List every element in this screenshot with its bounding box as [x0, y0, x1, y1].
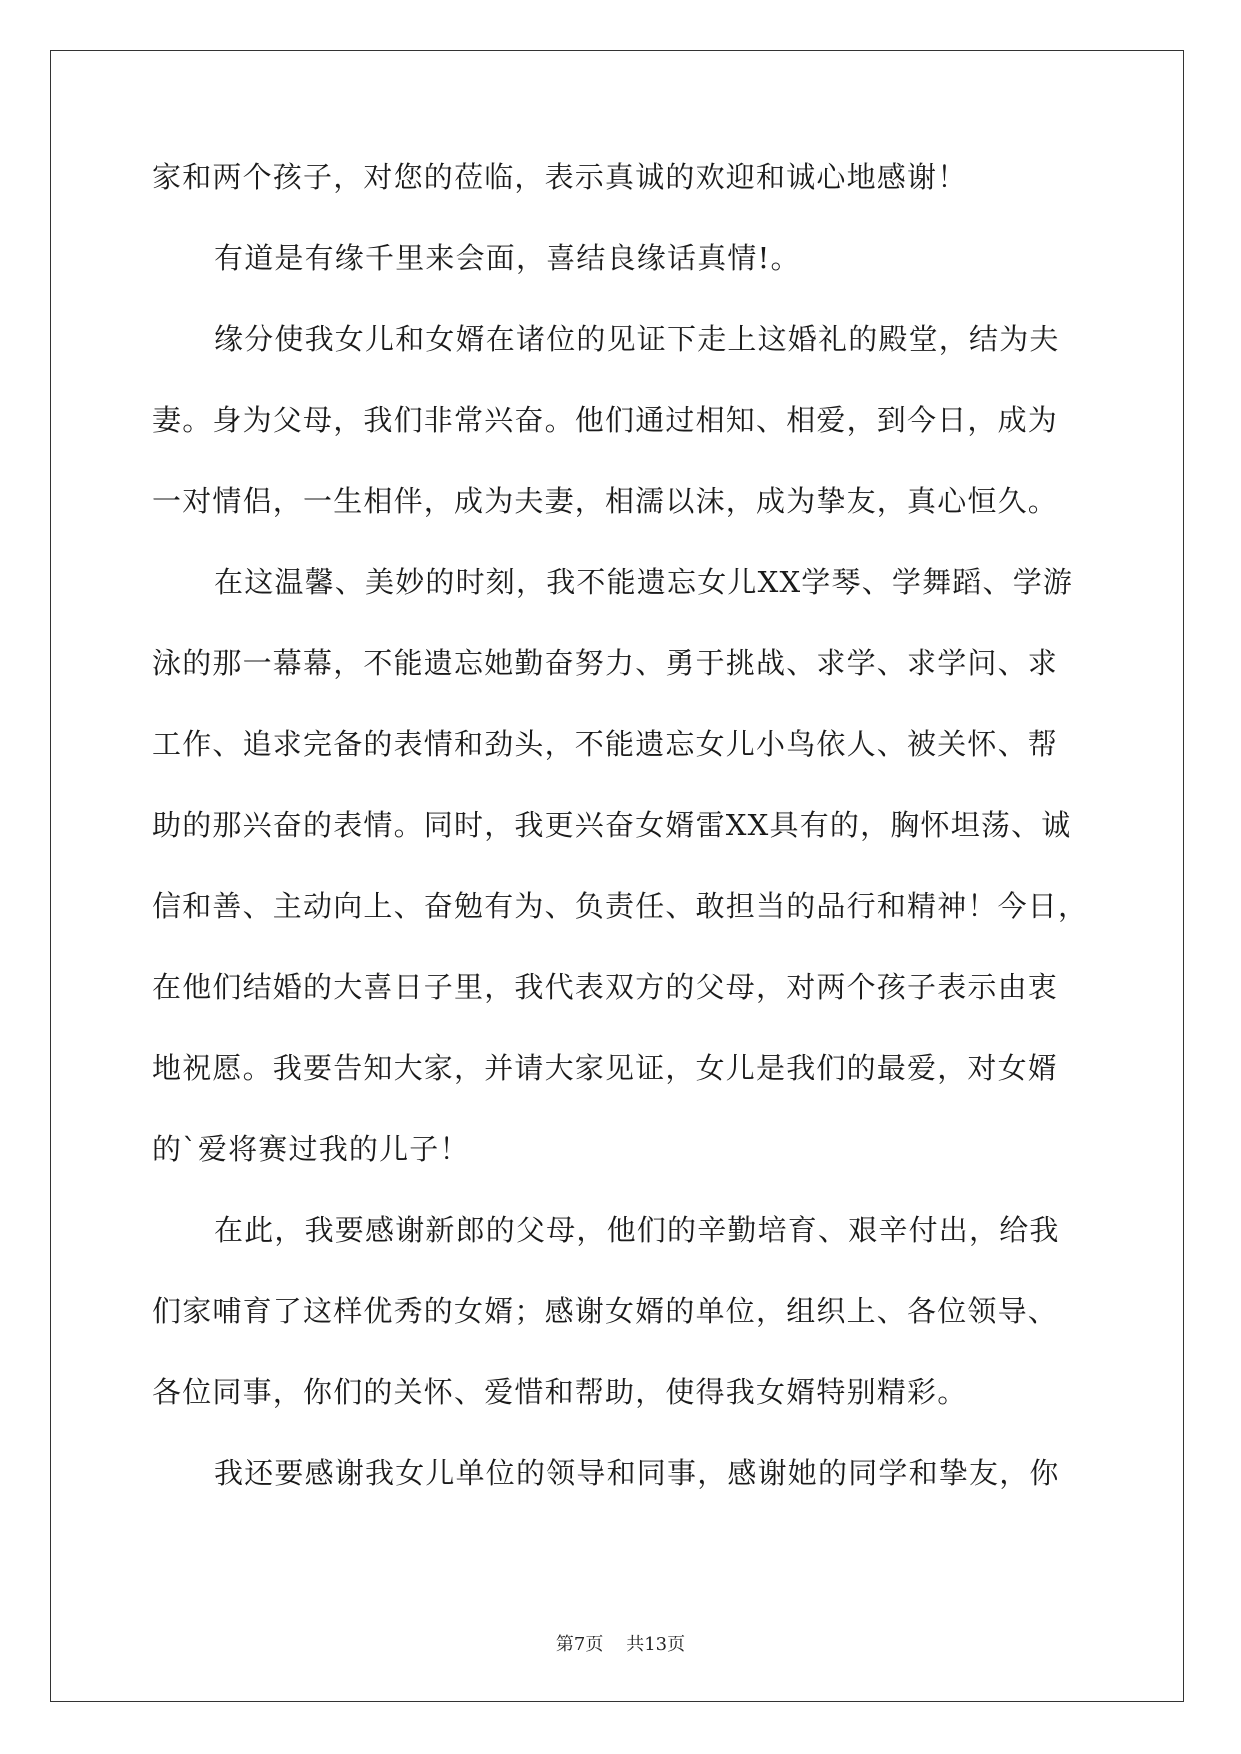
paragraph-start-line: 缘分使我女儿和女婿在诸位的见证下走上这婚礼的殿堂，结为夫 [214, 322, 1060, 356]
text-line: 各位同事，你们的关怀、爱惜和帮助，使得我女婿特别精彩。 [152, 1375, 968, 1409]
page-footer [0, 1630, 1241, 1656]
text-line: 在他们结婚的大喜日子里，我代表双方的父母，对两个孩子表示由衷 [152, 970, 1059, 1004]
text-line: 泳的那一幕幕，不能遗忘她勤奋努力、勇于挑战、求学、求学问、求 [152, 646, 1059, 680]
text-line: 地祝愿。我要告知大家，并请大家见证，女儿是我们的最爱，对女婿 [152, 1051, 1059, 1085]
paragraph-start-line: 有道是有缘千里来会面，喜结良缘话真情!。 [214, 241, 801, 275]
text-line: 妻。身为父母，我们非常兴奋。他们通过相知、相爱，到今日，成为 [152, 403, 1059, 437]
text-line: 家和两个孩子，对您的莅临，表示真诚的欢迎和诚心地感谢！ [152, 160, 968, 194]
text-line: 工作、追求完备的表情和劲头，不能遗忘女儿小鸟依人、被关怀、帮 [152, 727, 1059, 761]
page-number: 第7页 [555, 1634, 604, 1655]
text-line: 助的那兴奋的表情。同时，我更兴奋女婿雷XX具有的，胸怀坦荡、诚 [152, 808, 1072, 842]
text-line: 一对情侣，一生相伴，成为夫妻，相濡以沫，成为挚友，真心恒久。 [152, 484, 1059, 518]
page-total: 共13页 [626, 1634, 686, 1655]
text-line: 信和善、主动向上、奋勉有为、负责任、敢担当的品行和精神！今日， [152, 889, 1089, 923]
text-line: 们家哺育了这样优秀的女婿；感谢女婿的单位，组织上、各位领导、 [152, 1294, 1059, 1328]
text-line: 的`爱将赛过我的儿子！ [152, 1132, 470, 1166]
paragraph-start-line: 我还要感谢我女儿单位的领导和同事，感谢她的同学和挚友，你 [214, 1456, 1060, 1490]
paragraph-start-line: 在这温馨、美妙的时刻，我不能遗忘女儿XX学琴、学舞蹈、学游 [214, 565, 1074, 599]
document-body [152, 157, 1087, 1534]
paragraph-start-line: 在此，我要感谢新郎的父母，他们的辛勤培育、艰辛付出，给我 [214, 1213, 1060, 1247]
